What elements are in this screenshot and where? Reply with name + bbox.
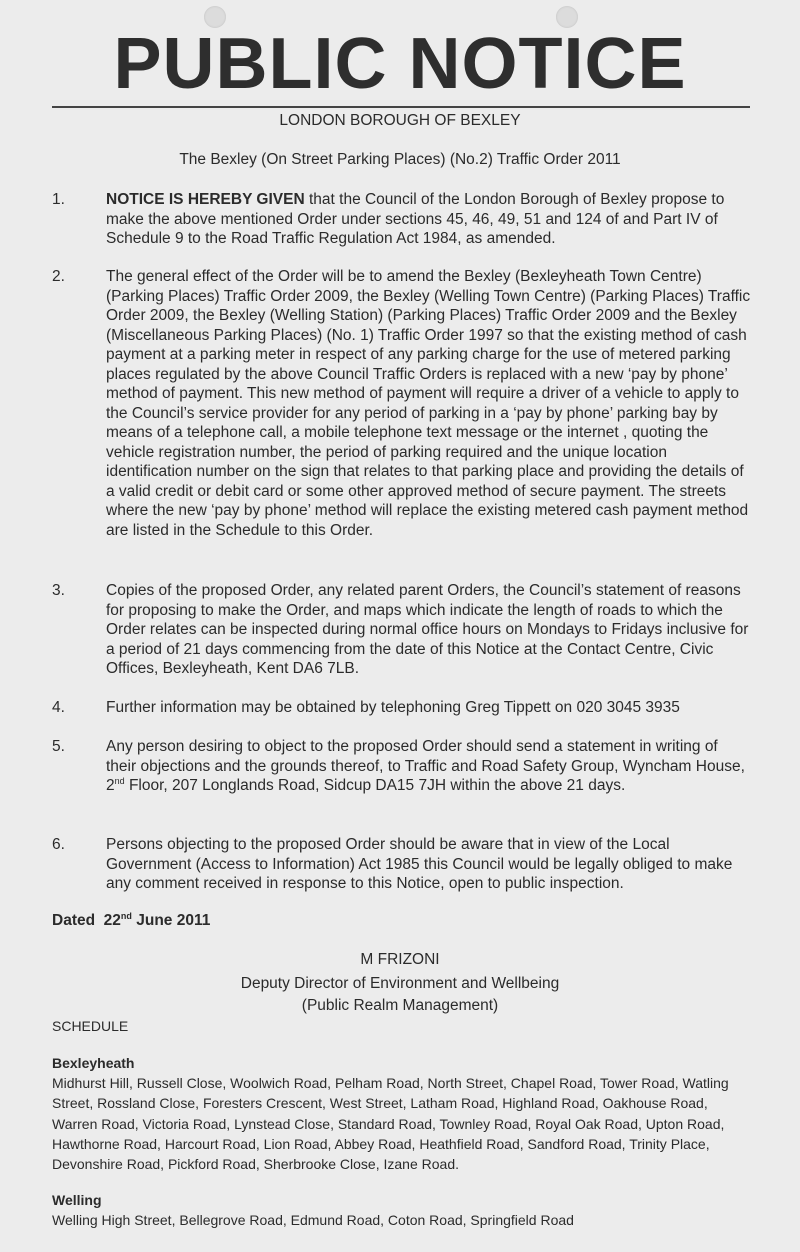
schedule-area-name: Welling xyxy=(52,1192,102,1208)
item-text xyxy=(106,737,752,796)
page-title: PUBLIC NOTICE xyxy=(113,24,687,104)
item-text xyxy=(106,190,752,249)
schedule-heading: SCHEDULE xyxy=(52,1018,129,1034)
schedule-area-name: Bexleyheath xyxy=(52,1055,135,1071)
item-text-body: that the Council of the London Borough of Bexley propose to make the above mentioned Order under sections 45, 46, 49, 51 and 124 of and Part IV of Schedule 9 to the Road Traffic Regulation Act 1984, as amended. xyxy=(106,191,725,247)
borough-name: LONDON BOROUGH OF BEXLEY xyxy=(279,112,521,129)
ordinal-suffix: nd xyxy=(120,911,132,921)
dated-rest: June 2011 xyxy=(131,912,211,929)
item-number: 1. xyxy=(52,191,65,208)
schedule-area-streets: Welling High Street, Bellegrove Road, Edmund Road, Coton Road, Springfield Road xyxy=(52,1212,574,1228)
item-lead: NOTICE IS HEREBY GIVEN xyxy=(106,191,305,208)
signatory-role: Deputy Director of Environment and Wellbeing xyxy=(240,975,560,992)
item-text: Persons objecting to the proposed Order should be aware that in view of the Local Government (Access to Information) Act 1985 this Council would be legally obliged to make any comment received in response to this Notice, open to public inspection. xyxy=(106,836,733,892)
item-text: Copies of the proposed Order, any related parent Orders, the Council’s statement of reasons for proposing to make the Order, and maps which indicate the length of roads to which the Order relates can be inspected during normal office hours on Mondays to Fridays inclusive for a period of 21 days commencing from the date of this Notice at the Contact Centre, Civic Offices, Bexleyheath, Kent DA6 7LB. xyxy=(106,582,749,677)
item-text: The general effect of the Order will be to amend the Bexley (Bexleyheath Town Centre) (Parking Places) Traffic Order 2009, the Bexley (Welling Town Centre) (Parking Places) Traffic Order 2009, the Bexley (Welling Station) (Parking Places) Traffic Order 2009 and the Bexley (Miscellaneous Parking Places) (No. 1) Traffic Order 1997 so that the existing method of cash payment at a parking meter in respect of any parking charge for the use of metered parking places regulated by the above Council Traffic Orders is replaced with a new ‘pay by phone’ method of payment. This new method of payment will require a driver of a vehicle to apply to the Council’s service provider for any period of parking in a ‘pay by phone’ parking bay by means of a telephone call, a mobile telephone text message or the internet , quoting the vehicle registration number, the period of parking required and the unique location identification number on the sign that relates to that parking place and providing the details of a valid credit or debit card or some other approved method of secure payment. The streets where the new ‘pay by phone’ method will replace the existing metered cash payment method are listed in the Schedule to this Order. xyxy=(106,268,751,539)
item-number: 4. xyxy=(52,699,65,716)
item-number: 6. xyxy=(52,836,65,853)
dated-label: Dated 22 xyxy=(52,912,121,929)
signatory-name: M FRIZONI xyxy=(360,951,440,968)
item-text-b: Floor, 207 Longlands Road, Sidcup DA15 7JH within the above 21 days. xyxy=(124,777,626,794)
order-name: The Bexley (On Street Parking Places) (No.2) Traffic Order 2011 xyxy=(179,151,621,168)
title-divider xyxy=(52,106,750,108)
signatory-department: (Public Realm Management) xyxy=(301,997,499,1014)
item-number: 2. xyxy=(52,268,65,285)
item-text: Further information may be obtained by telephoning Greg Tippett on 020 3045 3935 xyxy=(106,699,680,716)
item-number: 3. xyxy=(52,582,65,599)
item-number: 5. xyxy=(52,738,65,755)
item-text-a: Any person desiring to object to the proposed Order should send a statement in writing of their objections and the grounds thereof, to Traffic and Road Safety Group, Wyncham House, 2 xyxy=(106,738,745,794)
dated-line xyxy=(52,911,210,931)
schedule-area-streets: Midhurst Hill, Russell Close, Woolwich Road, Pelham Road, North Street, Chapel Road, Tower Road, Watling Street, Rossland Close, Foresters Crescent, West Street, Latham Road, Highland Road, Oakhouse Road, Warren Road, Victoria Road, Lynstead Close, Standard Road, Townley Road, Royal Oak Road, Upton Road, Hawthorne Road, Harcourt Road, Lion Road, Abbey Road, Heathfield Road, Sandford Road, Trinity Place, Devonshire Road, Pickford Road, Sherbrooke Close, Izane Road. xyxy=(52,1075,729,1173)
ordinal-suffix: nd xyxy=(114,776,125,786)
